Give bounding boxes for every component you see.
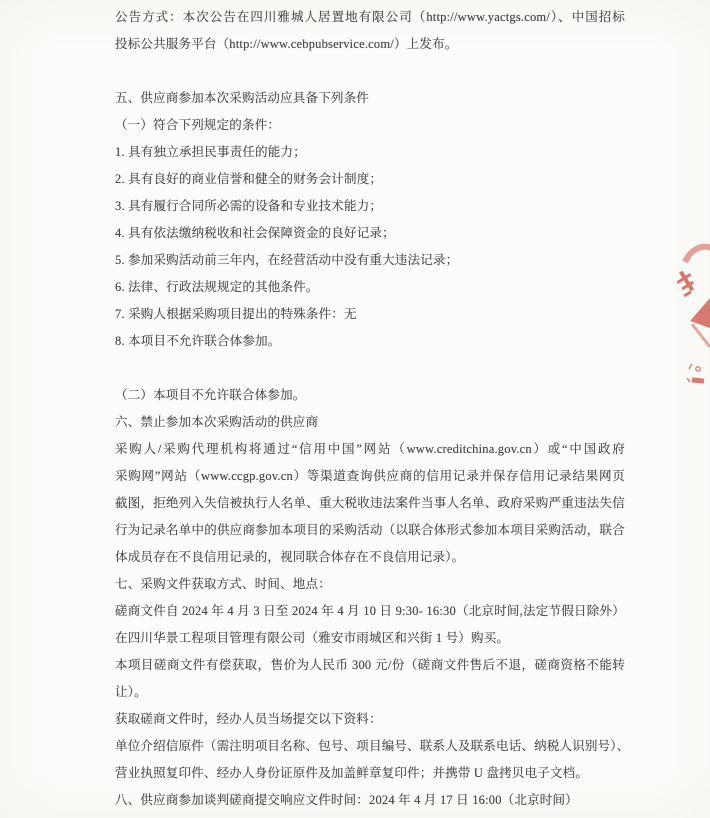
paragraph-credit-check: 行为记录名单中的供应商参加本项目的采购活动（以联合体形式参加本项目采购活动，联合 [115,523,625,537]
paragraph-required-materials-intro: 获取磋商文件时，经办人员当场提交以下资料： [115,712,382,726]
paragraph-announcement-method: 投标公共服务平台（http://www.cebpubservice.com/）上发布。 [115,37,458,51]
document-text-block [115,4,630,814]
paragraph-credit-check: 体成员存在不良信用记录的，视同联合体存在不良信用记录）。 [115,550,465,564]
paragraph-announcement-method: 公告方式：本次公告在四川雅城人居置地有限公司（http://www.yactgs.com/）、中国招标 [115,10,625,24]
list-item-2: 2. 具有良好的商业信誉和健全的财务会计制度； [115,172,383,186]
list-item-4: 4. 具有依法缴纳税收和社会保障资金的良好记录； [115,226,395,240]
paragraph-credit-check: 采购网”网站（www.ccgp.gov.cn）等渠道查询供应商的信用记录并保存信用记录结果网页 [115,469,625,483]
list-item-6: 6. 法律、行政法规规定的其他条件。 [115,280,319,294]
heading-section-six: 六、禁止参加本次采购活动的供应商 [115,415,319,429]
paragraph-document-purchase: 在四川华景工程项目管理有限公司（雅安市雨城区和兴街 1 号）购买。 [115,631,510,645]
paragraph-document-price: 本项目磋商文件有偿获取，售价为人民币 300 元/份（磋商文件售后不退，磋商资格不能转 [115,658,625,672]
heading-section-five: 五、供应商参加本次采购活动应具备下列条件 [115,91,370,105]
list-item-5: 5. 参加采购活动前三年内，在经营活动中没有重大违法记录； [115,253,459,267]
red-seal-fragment-icon [677,235,710,395]
list-item-1: 1. 具有独立承担民事责任的能力； [115,145,306,159]
paragraph-document-purchase: 磋商文件自 2024 年 4 月 3 日至 2024 年 4 月 10 日 9:30- 16:30（北京时间,法定节假日除外） [115,604,625,618]
paragraph-required-materials: 营业执照复印件、经办人身份证原件及加盖鲜章复印件；并携带 U 盘拷贝电子文档。 [115,766,589,780]
subheading-condition-one: （一）符合下列规定的条件： [115,118,281,132]
blank-line [115,355,625,382]
subheading-condition-two: （二）本项目不允许联合体参加。 [115,388,306,402]
blank-line [115,58,625,85]
heading-section-eight: 八、供应商参加谈判磋商提交响应文件时间：2024 年 4 月 17 日 16:00（北京时间） [115,793,578,807]
list-item-8: 8. 本项目不允许联合体参加。 [115,334,281,348]
heading-section-seven: 七、采购文件获取方式、时间、地点： [115,577,331,591]
paragraph-document-price: 让）。 [115,685,147,699]
paragraph-credit-check: 截图，拒绝列入失信被执行人名单、重大税收违法案件当事人名单、政府采购严重违法失信 [115,496,625,510]
list-item-3: 3. 具有履行合同所必需的设备和专业技术能力； [115,199,383,213]
paragraph-required-materials: 单位介绍信原件（需注明项目名称、包号、项目编号、联系人及联系电话、纳税人识别号）、 [115,739,630,753]
list-item-7: 7. 采购人根据采购项目提出的特殊条件：无 [115,307,357,321]
paragraph-credit-check: 采购人/采购代理机构将通过“信用中国”网站（www.creditchina.gov.cn）或“中国政府 [115,442,625,456]
